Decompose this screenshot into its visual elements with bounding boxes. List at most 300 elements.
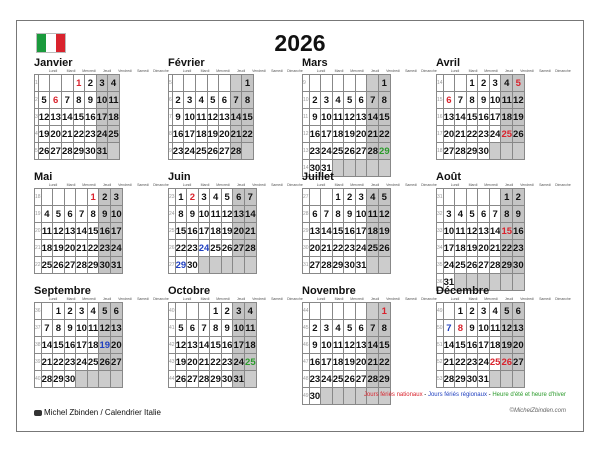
week-number: 43 [169, 354, 176, 371]
weekday-label: Vendredi [252, 69, 266, 73]
day-cell: 20 [478, 240, 490, 257]
day-cell: 22 [87, 240, 99, 257]
week-row [303, 75, 391, 92]
day-cell: 20 [50, 126, 62, 143]
day-cell: 10 [321, 109, 333, 126]
website-credit: ©MichelZbinden.com [509, 408, 566, 414]
weekday-label: Mardi [468, 183, 478, 187]
day-cell: 25 [455, 257, 467, 274]
week-row [437, 371, 525, 388]
weekday-label: Mardi [200, 297, 210, 301]
weekday-label: Mardi [66, 183, 76, 187]
week-number: 45 [303, 320, 310, 337]
week-number: 10 [303, 92, 310, 109]
day-cell: 29 [379, 143, 391, 160]
day-cell: 7 [76, 206, 88, 223]
empty-cell [455, 75, 467, 92]
day-cell: 12 [344, 337, 356, 354]
day-cell: 11 [245, 320, 257, 337]
week-number: 12 [303, 126, 310, 143]
day-cell: 21 [443, 354, 455, 371]
day-cell: 1 [332, 189, 344, 206]
week-row [35, 257, 123, 274]
weekday-label: Lundi [48, 297, 58, 301]
day-cell: 27 [50, 143, 62, 160]
empty-cell [321, 303, 333, 320]
day-cell: 19 [53, 240, 65, 257]
day-cell: 27 [355, 143, 367, 160]
week-row [303, 257, 391, 274]
empty-cell [344, 388, 356, 405]
week-row [303, 143, 391, 160]
weekday-label: Vendredi [118, 69, 132, 73]
empty-cell [242, 143, 254, 160]
day-cell: 2 [309, 92, 321, 109]
day-cell: 5 [99, 303, 111, 320]
day-cell: 15 [73, 109, 85, 126]
day-cell: 14 [443, 337, 455, 354]
week-number: 35 [437, 257, 444, 274]
day-cell: 27 [233, 240, 245, 257]
day-cell: 29 [466, 143, 478, 160]
day-cell: 28 [198, 371, 210, 388]
day-cell: 7 [489, 206, 501, 223]
day-cell: 30 [513, 257, 525, 274]
day-cell: 23 [221, 354, 233, 371]
day-cell: 6 [513, 303, 525, 320]
empty-cell [332, 75, 344, 92]
day-cell: 8 [379, 320, 391, 337]
weekday-label: Mercredi [350, 69, 364, 73]
weekday-label: Jeudi [236, 297, 246, 301]
day-cell: 20 [219, 126, 231, 143]
day-cell: 26 [501, 354, 513, 371]
week-row [169, 206, 257, 223]
day-cell: 5 [344, 320, 356, 337]
weekday-label: Lundi [182, 297, 192, 301]
weekday-label: Lundi [450, 183, 460, 187]
day-cell: 11 [455, 223, 467, 240]
week-number: 40 [35, 371, 42, 388]
day-cell: 13 [443, 109, 455, 126]
week-row [303, 189, 391, 206]
empty-cell [230, 75, 242, 92]
weekday-label: Samedi [539, 183, 551, 187]
day-cell: 9 [478, 92, 490, 109]
day-cell: 19 [344, 354, 356, 371]
week-number: 38 [35, 337, 42, 354]
month-table [436, 302, 525, 388]
day-cell: 9 [172, 109, 184, 126]
weekday-label: Jeudi [370, 297, 380, 301]
day-cell: 8 [332, 206, 344, 223]
empty-cell [344, 75, 356, 92]
weekday-label: Dimanche [555, 297, 571, 301]
empty-cell [501, 371, 513, 388]
day-cell: 1 [455, 303, 467, 320]
week-row [35, 92, 120, 109]
weekday-label: Jeudi [370, 183, 380, 187]
day-cell: 1 [501, 189, 513, 206]
day-cell: 3 [489, 75, 501, 92]
weekday-label: Samedi [539, 297, 551, 301]
day-cell: 22 [210, 354, 222, 371]
day-cell: 24 [198, 240, 210, 257]
day-cell: 8 [87, 206, 99, 223]
empty-cell [221, 257, 233, 274]
day-cell: 21 [367, 126, 379, 143]
weekday-label: Mardi [334, 69, 344, 73]
week-number: 6 [169, 92, 173, 109]
weekday-label: Dimanche [555, 69, 571, 73]
day-cell: 26 [466, 257, 478, 274]
empty-cell [443, 303, 455, 320]
weekday-label: Lundi [48, 183, 58, 187]
day-cell: 9 [309, 337, 321, 354]
week-row [35, 189, 123, 206]
day-cell: 21 [41, 354, 53, 371]
day-cell: 13 [219, 109, 231, 126]
day-cell: 30 [221, 371, 233, 388]
empty-cell [172, 75, 184, 92]
day-cell: 14 [245, 206, 257, 223]
weekday-label: Samedi [271, 69, 283, 73]
day-cell: 16 [309, 354, 321, 371]
weekday-label: Jeudi [102, 183, 112, 187]
day-cell: 3 [321, 92, 333, 109]
day-cell: 11 [367, 206, 379, 223]
empty-cell [513, 371, 525, 388]
day-cell: 10 [321, 337, 333, 354]
day-cell: 17 [76, 337, 88, 354]
empty-cell [489, 274, 501, 291]
day-cell: 22 [379, 354, 391, 371]
day-cell: 4 [87, 303, 99, 320]
week-number: 15 [437, 92, 444, 109]
day-cell: 15 [210, 337, 222, 354]
month-table [436, 188, 525, 291]
week-row [303, 92, 391, 109]
empty-cell [50, 75, 62, 92]
week-row [303, 303, 391, 320]
day-cell: 6 [355, 320, 367, 337]
empty-cell [489, 189, 501, 206]
week-number: 37 [35, 320, 42, 337]
day-cell: 24 [443, 257, 455, 274]
day-cell: 23 [64, 354, 76, 371]
day-cell: 22 [242, 126, 254, 143]
week-row [437, 240, 525, 257]
day-cell: 20 [64, 240, 76, 257]
day-cell: 1 [53, 303, 65, 320]
week-number: 48 [303, 371, 310, 388]
weekday-label: Jeudi [102, 297, 112, 301]
weekday-label: Mardi [66, 297, 76, 301]
week-number: 8 [169, 126, 173, 143]
week-row [437, 92, 525, 109]
day-cell: 5 [501, 303, 513, 320]
weekday-label: Lundi [316, 69, 326, 73]
week-row [303, 320, 391, 337]
flag-stripe-red [56, 34, 65, 52]
weekday-label: Lundi [316, 183, 326, 187]
flag-stripe-white [46, 34, 55, 52]
day-cell: 29 [379, 371, 391, 388]
week-number: 23 [169, 189, 176, 206]
day-cell: 17 [321, 126, 333, 143]
empty-cell [478, 189, 490, 206]
day-cell: 8 [73, 92, 85, 109]
day-cell: 30 [344, 257, 356, 274]
day-cell: 20 [443, 126, 455, 143]
day-cell: 28 [245, 240, 257, 257]
day-cell: 8 [379, 92, 391, 109]
day-cell: 16 [85, 109, 97, 126]
day-cell: 26 [53, 257, 65, 274]
day-cell: 13 [309, 223, 321, 240]
day-cell: 11 [195, 109, 207, 126]
day-cell: 13 [355, 337, 367, 354]
day-cell: 3 [96, 75, 108, 92]
weekday-label: Mercredi [82, 297, 96, 301]
day-cell: 12 [513, 92, 525, 109]
month-table [302, 188, 391, 274]
day-cell: 1 [379, 75, 391, 92]
weekday-label: Lundi [182, 69, 192, 73]
legend-regional: Jours fériés régionaux [427, 392, 487, 398]
day-cell: 10 [233, 320, 245, 337]
weekday-label: Dimanche [421, 69, 437, 73]
day-cell: 6 [478, 206, 490, 223]
day-cell: 23 [344, 240, 356, 257]
day-cell: 28 [443, 371, 455, 388]
day-cell: 24 [96, 126, 108, 143]
day-cell: 1 [73, 75, 85, 92]
week-number: 44 [303, 303, 310, 320]
day-cell: 14 [41, 337, 53, 354]
week-row [437, 126, 525, 143]
week-number: 18 [437, 143, 444, 160]
day-cell: 5 [221, 189, 233, 206]
day-cell: 25 [41, 257, 53, 274]
empty-cell [198, 257, 210, 274]
week-row [35, 126, 120, 143]
day-cell: 14 [367, 337, 379, 354]
month-name: Décembre [436, 285, 490, 297]
weekday-label: Jeudi [504, 183, 514, 187]
week-number: 40 [169, 303, 176, 320]
day-cell: 8 [455, 320, 467, 337]
day-cell: 23 [187, 240, 199, 257]
day-cell: 25 [332, 371, 344, 388]
day-cell: 18 [87, 337, 99, 354]
day-cell: 15 [466, 109, 478, 126]
day-cell: 2 [99, 189, 111, 206]
week-number: 5 [169, 75, 173, 92]
week-number: 47 [303, 354, 310, 371]
day-cell: 26 [221, 240, 233, 257]
weekday-label: Vendredi [118, 183, 132, 187]
week-number: 26 [169, 240, 176, 257]
empty-cell [309, 189, 321, 206]
legend [364, 392, 566, 398]
weekday-label: Samedi [137, 297, 149, 301]
week-number: 13 [303, 143, 310, 160]
day-cell: 10 [184, 109, 196, 126]
day-cell: 5 [38, 92, 50, 109]
day-cell: 30 [85, 143, 97, 160]
day-cell: 6 [309, 206, 321, 223]
day-cell: 10 [355, 206, 367, 223]
day-cell: 11 [489, 320, 501, 337]
day-cell: 4 [501, 75, 513, 92]
day-cell: 17 [355, 223, 367, 240]
day-cell: 8 [175, 206, 187, 223]
week-row [35, 143, 120, 160]
day-cell: 13 [513, 320, 525, 337]
day-cell: 7 [455, 92, 467, 109]
day-cell: 25 [108, 126, 120, 143]
weekday-label: Vendredi [118, 297, 132, 301]
week-number: 1 [35, 75, 39, 92]
day-cell: 21 [230, 126, 242, 143]
day-cell: 27 [64, 257, 76, 274]
day-cell: 9 [221, 320, 233, 337]
week-row [437, 337, 525, 354]
day-cell: 15 [242, 109, 254, 126]
week-row [303, 126, 391, 143]
week-row [169, 223, 257, 240]
week-number: 33 [437, 223, 444, 240]
day-cell: 25 [367, 240, 379, 257]
week-row [169, 126, 254, 143]
day-cell: 9 [466, 320, 478, 337]
day-cell: 29 [501, 257, 513, 274]
day-cell: 8 [242, 92, 254, 109]
day-cell: 16 [187, 223, 199, 240]
weekday-label: Mercredi [350, 297, 364, 301]
day-cell: 16 [221, 337, 233, 354]
week-row [437, 189, 525, 206]
week-row [35, 320, 123, 337]
empty-cell [489, 371, 501, 388]
week-number: 5 [35, 143, 39, 160]
day-cell: 20 [355, 354, 367, 371]
weekday-label: Lundi [450, 69, 460, 73]
day-cell: 21 [198, 354, 210, 371]
day-cell: 7 [41, 320, 53, 337]
day-cell: 31 [96, 143, 108, 160]
week-row [437, 109, 525, 126]
weekday-label: Samedi [539, 69, 551, 73]
week-number: 14 [303, 160, 310, 177]
month-name: Août [436, 171, 462, 183]
day-cell: 4 [210, 189, 222, 206]
day-cell: 14 [76, 223, 88, 240]
day-cell: 21 [321, 240, 333, 257]
day-cell: 23 [466, 354, 478, 371]
author-text: Michel Zbinden / Calendrier Italie [44, 408, 161, 417]
day-cell: 14 [321, 223, 333, 240]
day-cell: 29 [87, 257, 99, 274]
weekday-label: Mercredi [484, 69, 498, 73]
day-cell: 13 [478, 223, 490, 240]
week-row [35, 240, 123, 257]
day-cell: 4 [332, 92, 344, 109]
month-name: Juin [168, 171, 191, 183]
week-number: 46 [303, 337, 310, 354]
week-number: 2 [35, 92, 39, 109]
day-cell: 26 [38, 143, 50, 160]
day-cell: 24 [184, 143, 196, 160]
day-cell: 9 [85, 92, 97, 109]
day-cell: 3 [76, 303, 88, 320]
day-cell: 3 [478, 303, 490, 320]
empty-cell [355, 160, 367, 177]
weekday-label: Samedi [137, 69, 149, 73]
day-cell: 1 [242, 75, 254, 92]
week-row [35, 354, 123, 371]
week-number: 27 [303, 189, 310, 206]
day-cell: 2 [513, 189, 525, 206]
week-row [169, 303, 257, 320]
week-number: 36 [35, 303, 42, 320]
day-cell: 14 [489, 223, 501, 240]
day-cell: 31 [355, 257, 367, 274]
day-cell: 19 [175, 354, 187, 371]
week-number: 36 [437, 274, 444, 291]
week-row [437, 320, 525, 337]
day-cell: 11 [332, 337, 344, 354]
day-cell: 12 [207, 109, 219, 126]
month-name: Avril [436, 57, 461, 69]
day-cell: 13 [50, 109, 62, 126]
day-cell: 2 [64, 303, 76, 320]
day-cell: 7 [443, 320, 455, 337]
day-cell: 21 [61, 126, 73, 143]
day-cell: 23 [478, 126, 490, 143]
week-row [303, 354, 391, 371]
day-cell: 3 [443, 206, 455, 223]
weekday-label: Dimanche [421, 297, 437, 301]
day-cell: 22 [501, 240, 513, 257]
day-cell: 25 [501, 126, 513, 143]
weekday-label: Samedi [271, 297, 283, 301]
month-table [168, 74, 254, 160]
day-cell: 4 [108, 75, 120, 92]
empty-cell [443, 189, 455, 206]
week-number: 51 [437, 337, 444, 354]
weekday-label: Vendredi [520, 297, 534, 301]
week-row [303, 371, 391, 388]
day-cell: 15 [379, 337, 391, 354]
weekday-label: Jeudi [504, 69, 514, 73]
empty-cell [443, 75, 455, 92]
day-cell: 12 [379, 206, 391, 223]
day-cell: 16 [309, 126, 321, 143]
empty-cell [198, 303, 210, 320]
day-cell: 28 [321, 257, 333, 274]
day-cell: 12 [38, 109, 50, 126]
week-row [35, 223, 123, 240]
day-cell: 30 [99, 257, 111, 274]
week-number: 29 [303, 223, 310, 240]
day-cell: 6 [443, 92, 455, 109]
day-cell: 17 [478, 337, 490, 354]
weekday-label: Vendredi [386, 297, 400, 301]
day-cell: 27 [443, 143, 455, 160]
weekday-label: Vendredi [386, 183, 400, 187]
